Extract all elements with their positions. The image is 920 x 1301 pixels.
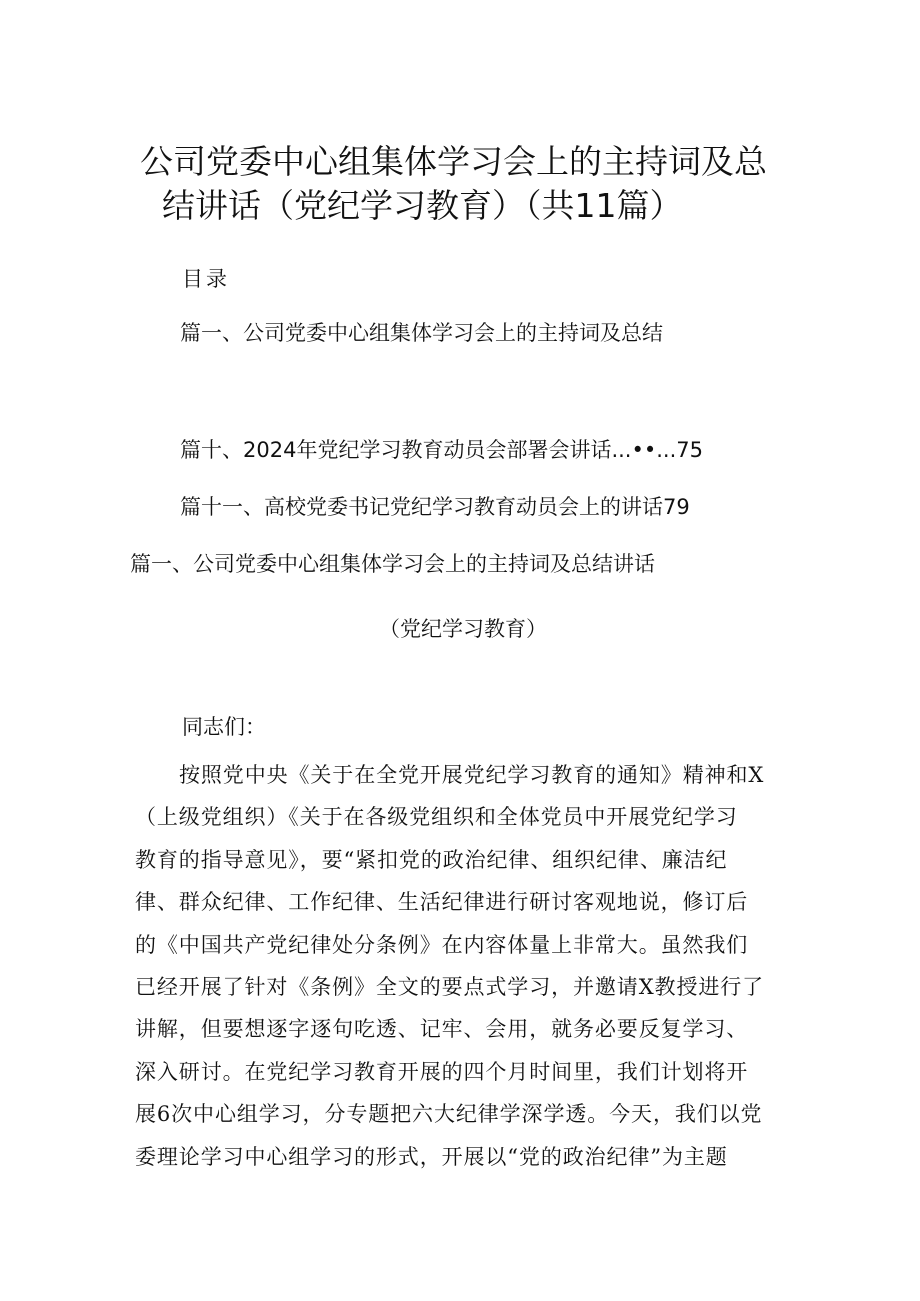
toc-item-10[interactable]: 篇十、2024年党纪学习教育动员会部署会讲话...••...75 bbox=[180, 438, 703, 462]
toc-item-1[interactable]: 篇一、公司党委中心组集体学习会上的主持词及总结 bbox=[180, 321, 663, 345]
body-line: 教育的指导意见》，要“紧扣党的政治纪律、组织纪律、廉洁纪 bbox=[135, 847, 728, 872]
body-line: 的《中国共产党纪律处分条例》在内容体量上非常大。虽然我们 bbox=[135, 932, 749, 957]
document-title-line-2: 结讲话（党纪学习教育）（共11篇） bbox=[162, 186, 683, 225]
section-heading: 篇一、公司党委中心组集体学习会上的主持词及总结讲话 bbox=[130, 552, 655, 576]
body-line: 展6次中心组学习，分专题把六大纪律学深学透。今天，我们以党 bbox=[135, 1102, 763, 1127]
body-line: 深入研讨。在党纪学习教育开展的四个月时间里，我们计划将开 bbox=[135, 1059, 749, 1084]
body-line: 委理论学习中心组学习的形式，开展以“党的政治纪律”为主题 bbox=[135, 1144, 728, 1169]
body-line: 按照党中央《关于在全党开展党纪学习教育的通知》精神和X bbox=[179, 763, 765, 787]
document-title-line-1: 公司党委中心组集体学习会上的主持词及总 bbox=[140, 142, 767, 181]
body-paragraph bbox=[135, 760, 795, 1184]
toc-label: 目录 bbox=[182, 267, 230, 291]
document-title bbox=[130, 140, 810, 228]
body-line: 讲解，但要想逐字逐句吃透、记牢、会用，就务必要反复学习、 bbox=[135, 1017, 749, 1042]
toc-item-11[interactable]: 篇十一、高校党委书记党纪学习教育动员会上的讲话79 bbox=[180, 495, 690, 519]
section-subheading: （党纪学习教育） bbox=[379, 617, 547, 641]
greeting: 同志们： bbox=[182, 715, 266, 739]
body-line: 律、群众纪律、工作纪律、生活纪律进行研讨客观地说，修订后 bbox=[135, 890, 749, 915]
body-line: 已经开展了针对《条例》全文的要点式学习，并邀请X教授进行了 bbox=[135, 974, 765, 999]
body-line: （上级党组织）《关于在各级党组织和全体党员中开展党纪学习 bbox=[135, 805, 738, 830]
